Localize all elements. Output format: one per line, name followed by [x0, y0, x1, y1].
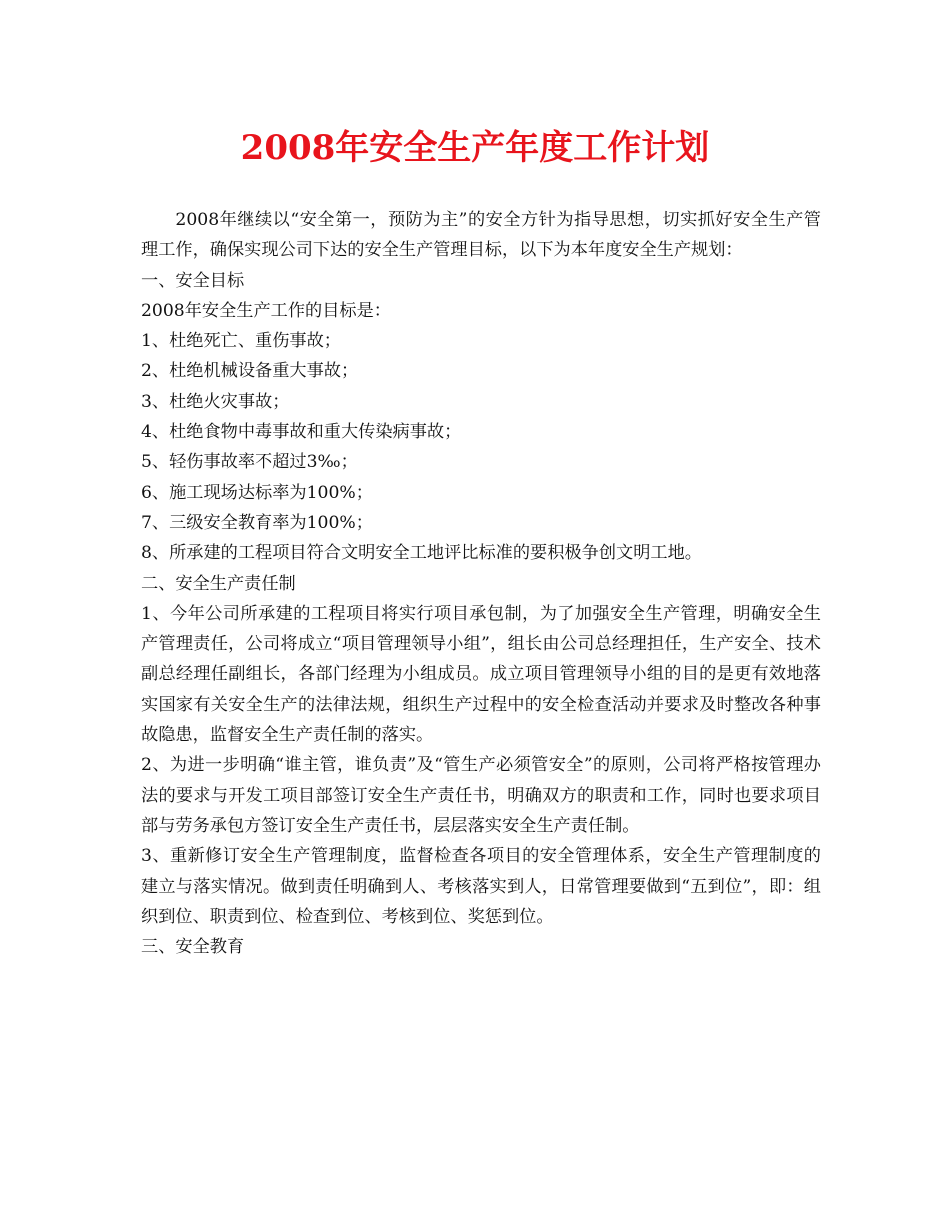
section-heading-safety-education: 三、安全教育 [141, 937, 245, 958]
section-heading-responsibility: 二、安全生产责任制 [141, 573, 296, 594]
section-heading-safety-goals: 一、安全目标 [141, 270, 245, 291]
goal-item-7: 7、三级安全教育率为100%； [141, 512, 373, 533]
responsibility-item-2: 2、为进一步明确“谁主管，谁负责”及“管生产必须管安全”的原则，公司将严格按管理办法的要求与开发工项目部签订安全生产责任书，明确双方的职责和工作，同时也要求项目部与劳务承包方签订安全生产责任书，层层落实安全生产责任制。 [141, 755, 821, 836]
goals-intro: 2008年安全生产工作的目标是： [141, 300, 391, 321]
goal-item-1: 1、杜绝死亡、重伤事故； [141, 331, 341, 352]
goal-item-6: 6、施工现场达标率为100%； [141, 482, 373, 503]
document-body [141, 205, 821, 962]
responsibility-item-1: 1、今年公司所承建的工程项目将实行项目承包制，为了加强安全生产管理，明确安全生产管理责任，公司将成立“项目管理领导小组”，组长由公司总经理担任，生产安全、技术副总经理任副组长，各部门经理为小组成员。成立项目管理领导小组的目的是更有效地落实国家有关安全生产的法律法规，组织生产过程中的安全检查活动并要求及时整改各种事故隐患，监督安全生产责任制的落实。 [141, 603, 821, 746]
responsibility-item-3: 3、重新修订安全生产管理制度，监督检查各项目的安全管理体系，安全生产管理制度的建立与落实情况。做到责任明确到人、考核落实到人，日常管理要做到“五到位”，即：组织到位、职责到位、检查到位、考核到位、奖惩到位。 [141, 846, 821, 927]
document-title: 2008年安全生产年度工作计划 [240, 128, 710, 168]
goal-item-3: 3、杜绝火灾事故； [141, 391, 290, 412]
intro-paragraph: 2008年继续以“安全第一，预防为主”的安全方针为指导思想，切实抓好安全生产管理工作，确保实现公司下达的安全生产管理目标，以下为本年度安全生产规划： [141, 210, 821, 261]
goal-item-5: 5、轻伤事故率不超过3‰； [141, 452, 358, 473]
goal-item-2: 2、杜绝机械设备重大事故； [141, 361, 359, 382]
goal-item-8: 8、所承建的工程项目符合文明安全工地评比标准的要积极争创文明工地。 [141, 543, 702, 564]
goal-item-4: 4、杜绝食物中毒事故和重大传染病事故； [141, 422, 462, 443]
